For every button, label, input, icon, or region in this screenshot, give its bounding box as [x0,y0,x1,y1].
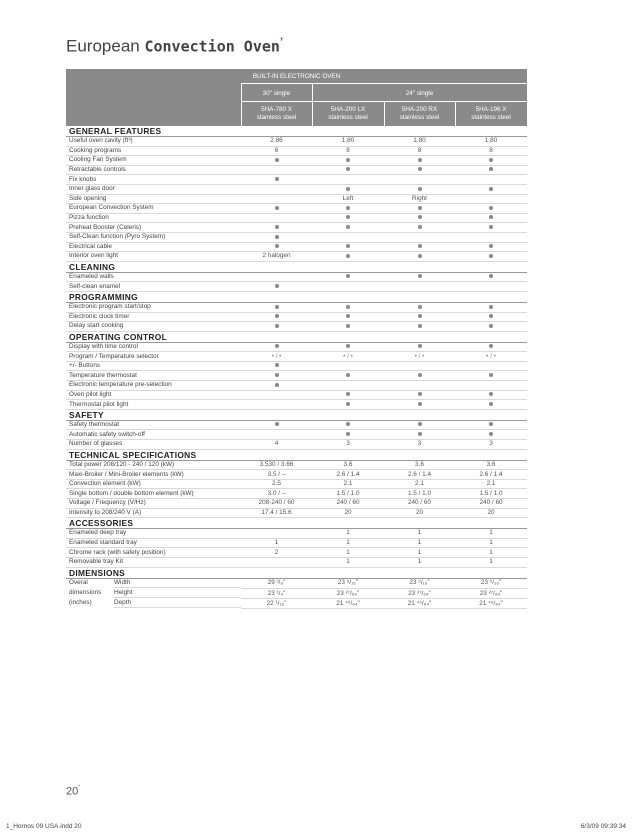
section-title: SAFETY [66,409,527,420]
bullet-dot-icon [346,432,350,436]
table-cell: 3.6 [312,460,384,470]
title-main: Convection Oven [144,37,280,56]
bullet-dot-icon [489,344,493,348]
table-row [66,232,527,242]
bullet-dot-icon [346,167,350,171]
table-row [66,420,527,430]
section-title: OPERATING CONTROL [66,331,527,342]
section-heading [66,409,527,420]
table-cell: Left [312,194,384,204]
bullet-dot-icon [275,363,279,367]
bullet-dot-icon [489,373,493,377]
table-cell: 23 ²⁷/₆₄" [455,589,527,599]
dimension-group-label: Overal [69,579,88,587]
section-heading [66,126,527,137]
table-row [66,529,527,539]
bullet-dot-icon [346,225,350,229]
table-row [66,499,527,509]
table-cell: 8 [312,146,384,156]
bullet-dot-icon [489,274,493,278]
row-label: Pizza function [66,213,241,223]
row-label [66,578,241,589]
table-cell: 1 [455,538,527,548]
header-model: 5HA-196 X stainless steel [471,106,511,121]
bullet-dot-icon [418,225,422,229]
bullet-dot-icon [346,344,350,348]
bullet-dot-icon [346,392,350,396]
bullet-dot-icon [346,187,350,191]
bullet-dot-icon [275,206,279,210]
table-row [66,175,527,185]
table-row [66,204,527,214]
table-cell: 2.1 [455,479,527,489]
table-row [66,137,527,147]
header-size-30: 30" single [262,90,291,97]
bullet-dot-icon [489,324,493,328]
table-row [66,184,527,194]
table-row [66,470,527,480]
table-cell [384,282,455,292]
title-mark: ’ [279,36,283,48]
bullet-dot-icon [418,274,422,278]
section-heading [66,567,527,578]
table-row [66,508,527,518]
table-cell: • / • [455,352,527,362]
dimension-label: Depth [114,599,241,608]
section-heading [66,291,527,302]
table-cell: 21 ⁴⁵/₆₄" [384,599,455,609]
bullet-dot-icon [418,187,422,191]
table-row [66,156,527,166]
table-cell: 4 [241,440,312,450]
bullet-dot-icon [489,187,493,191]
table-cell [241,165,312,175]
table-cell: 23 ⁵/₁₆" [455,578,527,589]
table-cell: 3.6 [384,460,455,470]
table-row [66,342,527,352]
table-cell: 1 [312,557,384,567]
table-cell: 3.5 / – [241,470,312,480]
bullet-dot-icon [275,383,279,387]
bullet-dot-icon [418,158,422,162]
table-cell: 2.86 [241,137,312,147]
table-cell [455,381,527,391]
bullet-dot-icon [418,373,422,377]
bullet-dot-icon [418,215,422,219]
bullet-dot-icon [275,158,279,162]
table-cell: 1 [241,538,312,548]
table-cell [384,232,455,242]
bullet-dot-icon [275,235,279,239]
section-heading [66,331,527,342]
table-cell: 2.6 / 1.4 [312,470,384,480]
bullet-dot-icon [346,373,350,377]
table-cell: 1.80 [312,137,384,147]
row-label: Intensity to 208/240 V (A) [66,508,241,518]
bullet-dot-icon [346,244,350,248]
table-cell [241,184,312,194]
table-cell [384,361,455,371]
dimension-label: Width [114,579,241,588]
table-row [66,578,527,589]
table-row [66,381,527,391]
table-row [66,302,527,312]
bullet-dot-icon [489,422,493,426]
table-row [66,460,527,470]
table-cell: 2 halogen [241,252,312,262]
table-cell: 1 [384,529,455,539]
table-cell: 1 [312,529,384,539]
table-cell: Right [384,194,455,204]
bullet-dot-icon [275,314,279,318]
table-row [66,371,527,381]
table-cell: 20 [384,508,455,518]
row-label: Chrome rack (with safety position) [66,548,241,558]
table-row [66,213,527,223]
table-cell: 1.5 / 1.0 [455,489,527,499]
table-cell: 240 / 60 [455,499,527,509]
row-label: Interior oven light [66,252,241,262]
page-title [66,36,283,57]
table-row [66,430,527,440]
table-cell [312,381,384,391]
row-label: Number of glasses [66,440,241,450]
bullet-dot-icon [418,324,422,328]
table-cell: 1.80 [384,137,455,147]
dimension-group-label: (inches) [69,599,92,607]
bullet-dot-icon [346,206,350,210]
table-header [66,69,527,126]
bullet-dot-icon [418,206,422,210]
table-cell: 1 [455,557,527,567]
row-label: Enameled deep tray [66,529,241,539]
row-label: Electrical cable [66,242,241,252]
bullet-dot-icon [418,392,422,396]
table-cell: 3.6 [455,460,527,470]
table-cell [241,557,312,567]
row-label: Electronic temperature pre-selection [66,381,241,391]
table-cell: 21 ⁴⁵/₆₄" [312,599,384,609]
row-label: Enameled standard tray [66,538,241,548]
row-label: Electronic clock timer [66,312,241,322]
table-cell [241,400,312,410]
table-row [66,390,527,400]
bullet-dot-icon [418,244,422,248]
table-cell: 21 ⁴⁵/₆₄" [455,599,527,609]
table-cell: 208-240 / 60 [241,499,312,509]
row-label: Display with time control [66,342,241,352]
section-title: TECHNICAL SPECIFICATIONS [66,449,527,460]
row-label: Preheat Booster (Celeris) [66,223,241,233]
row-label: Fix knobs [66,175,241,185]
table-cell [455,232,527,242]
row-label: Self-Clean function (Pyro System) [66,232,241,242]
bullet-dot-icon [275,305,279,309]
bullet-dot-icon [418,422,422,426]
row-label: Delay start cooking [66,322,241,332]
table-cell: 23 ¹/₄" [241,589,312,599]
table-cell [384,381,455,391]
row-label: Automatic safety switch-off [66,430,241,440]
bullet-dot-icon [489,305,493,309]
table-row [66,538,527,548]
bullet-dot-icon [275,244,279,248]
row-label: Maxi-Broiler / Mini-Broiler elements (kW) [66,470,241,480]
table-cell [312,361,384,371]
row-label: Cooking programs [66,146,241,156]
row-label [66,599,241,609]
bullet-dot-icon [418,254,422,258]
bullet-dot-icon [275,344,279,348]
table-cell [455,194,527,204]
section-title: DIMENSIONS [66,567,527,578]
table-cell: 1 [455,548,527,558]
table-cell: • / • [312,352,384,362]
table-row [66,479,527,489]
table-row [66,352,527,362]
table-cell [312,282,384,292]
title-prefix: European [66,36,140,56]
table-row [66,440,527,450]
table-row [66,557,527,567]
row-label: Convection element (kW) [66,479,241,489]
table-cell [241,430,312,440]
bullet-dot-icon [489,225,493,229]
section-title: ACCESSORIES [66,518,527,529]
table-cell: 29 ³/₈" [241,578,312,589]
row-label: +/- Buttons [66,361,241,371]
bullet-dot-icon [346,158,350,162]
bullet-dot-icon [489,167,493,171]
bullet-dot-icon [418,402,422,406]
table-row [66,312,527,322]
bullet-dot-icon [275,225,279,229]
row-label: Self-clean enamel [66,282,241,292]
bullet-dot-icon [346,274,350,278]
bullet-dot-icon [346,324,350,328]
table-cell: 3.0 / – [241,489,312,499]
table-row [66,223,527,233]
header-group: BUILT-IN ELECTRONIC OVEN [252,73,341,80]
bullet-dot-icon [275,422,279,426]
table-cell: 1.5 / 1.0 [312,489,384,499]
row-label: Cooling Fan System [66,156,241,166]
table-cell: 3 [312,440,384,450]
table-cell [312,175,384,185]
table-cell: 2.1 [384,479,455,489]
table-cell: 2.6 / 1.4 [455,470,527,480]
table-cell: 1 [312,538,384,548]
table-cell: 17.4 / 15.6 [241,508,312,518]
bullet-dot-icon [489,432,493,436]
row-label: Retractable controls [66,165,241,175]
bullet-dot-icon [489,206,493,210]
header-size-24: 24" single [405,90,434,97]
table-cell [241,529,312,539]
table-row [66,272,527,282]
dimension-group-label: dimensions [69,589,102,597]
table-cell: 3 [455,440,527,450]
bullet-dot-icon [489,402,493,406]
table-cell [241,272,312,282]
row-label: Electronic program start/stop [66,302,241,312]
row-label: Removable tray Kit [66,557,241,567]
bullet-dot-icon [418,432,422,436]
table-cell: 22 ¹/₁₆" [241,599,312,609]
table-cell: 3.530 / 3.66 [241,460,312,470]
table-cell: 3 [384,440,455,450]
section-heading [66,449,527,460]
dimension-label: Height [114,589,241,598]
row-label: Temperature thermostat [66,371,241,381]
bullet-dot-icon [489,314,493,318]
table-cell: 23 ²⁷/₆₄" [384,589,455,599]
table-cell: • / • [241,352,312,362]
header-model: 5HA-200 LX stainless steel [328,106,368,121]
row-label: Useful oven cavity (ft³) [66,137,241,147]
row-label: Single bottom / double bottom element (kW) [66,489,241,499]
row-label: Thermostat pilot light [66,400,241,410]
table-cell: 240 / 60 [384,499,455,509]
bullet-dot-icon [275,177,279,181]
header-model: 5HA-780 X stainless steel [256,106,297,121]
table-cell: 2 [241,548,312,558]
table-cell: 1 [312,548,384,558]
bullet-dot-icon [489,392,493,396]
table-cell: 8 [455,146,527,156]
table-cell: 1.80 [455,137,527,147]
table-row [66,548,527,558]
table-row [66,242,527,252]
table-row [66,282,527,292]
table-cell: 23 ²⁷/₆₄" [312,589,384,599]
bullet-dot-icon [346,305,350,309]
bullet-dot-icon [275,373,279,377]
bullet-dot-icon [346,422,350,426]
table-cell [241,194,312,204]
section-heading [66,518,527,529]
bullet-dot-icon [489,158,493,162]
page-number: 20’ [66,785,80,798]
bullet-dot-icon [418,344,422,348]
table-cell [384,175,455,185]
table-row [66,400,527,410]
bullet-dot-icon [418,167,422,171]
row-label: Voltage / Frequency (V/Hz) [66,499,241,509]
table-cell: 1 [384,557,455,567]
table-cell [455,282,527,292]
section-title: PROGRAMMING [66,291,527,302]
row-label: European Convection System [66,204,241,214]
table-cell: • / • [384,352,455,362]
bullet-dot-icon [418,305,422,309]
bullet-dot-icon [346,402,350,406]
row-label: Inner glass door [66,184,241,194]
table-cell: 20 [455,508,527,518]
footer-timestamp: 6/3/09 09:39:34 [580,823,626,830]
bullet-dot-icon [346,215,350,219]
table-cell: 2.1 [312,479,384,489]
table-cell: 6 [241,146,312,156]
table-row [66,194,527,204]
bullet-dot-icon [346,254,350,258]
table-cell: 1 [384,538,455,548]
row-label: Oven pilot light [66,390,241,400]
table-cell [312,232,384,242]
row-label [66,589,241,599]
table-row [66,489,527,499]
table-cell: 23 ⁵/₁₆" [384,578,455,589]
table-cell: 2.6 / 1.4 [384,470,455,480]
table-cell [455,361,527,371]
row-label: Total power 208/120 - 240 / 120 (kW) [66,460,241,470]
table-cell: 2.5 [241,479,312,489]
section-title: CLEANING [66,261,527,272]
bullet-dot-icon [489,254,493,258]
footer-file: 1_Hornos 09 USA.indd 20 [6,823,82,830]
table-cell [455,175,527,185]
table-cell: 1 [455,529,527,539]
table-row [66,165,527,175]
section-title: GENERAL FEATURES [66,126,527,137]
bullet-dot-icon [275,324,279,328]
header-model: 5HA-200 RX stainless steel [399,106,440,121]
table-cell: 23 ⁵/₁₆" [312,578,384,589]
bullet-dot-icon [489,244,493,248]
table-row [66,146,527,156]
table-cell: 20 [312,508,384,518]
table-cell: 240 / 60 [312,499,384,509]
table-row [66,589,527,599]
table-row [66,252,527,262]
table-cell: 1 [384,548,455,558]
table-cell [241,213,312,223]
bullet-dot-icon [346,314,350,318]
table-row [66,361,527,371]
row-label: Safety thermostat [66,420,241,430]
row-label: Side opening [66,194,241,204]
row-label: Enameled walls [66,272,241,282]
spec-table [66,126,527,609]
section-heading [66,261,527,272]
bullet-dot-icon [418,314,422,318]
bullet-dot-icon [489,215,493,219]
table-cell [241,390,312,400]
table-cell: 1.5 / 1.0 [384,489,455,499]
row-label: Program / Temperature selector [66,352,241,362]
table-row [66,599,527,609]
bullet-dot-icon [275,284,279,288]
table-row [66,322,527,332]
table-cell: 8 [384,146,455,156]
